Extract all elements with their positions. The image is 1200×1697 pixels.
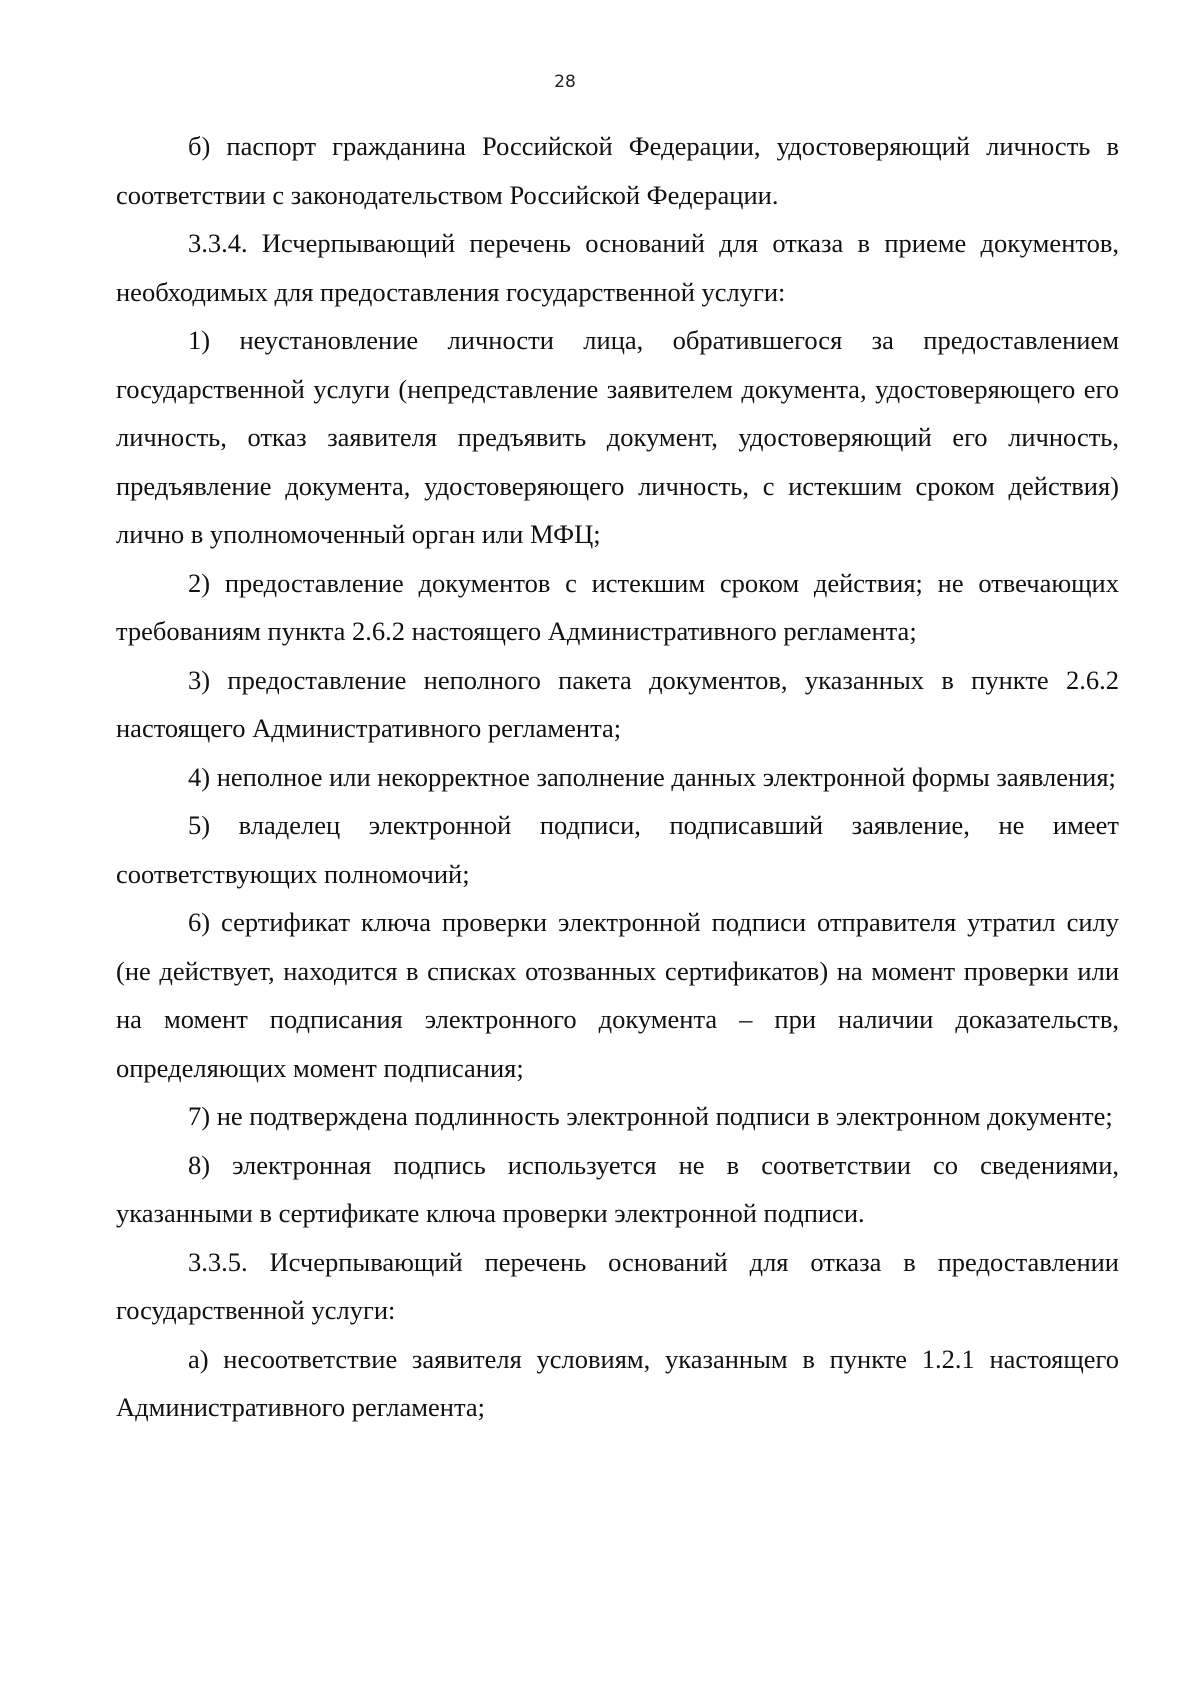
paragraph-item-1: 1) неустановление личности лица, обратившегося за предоставлением государственной услуги (непредставление заявителем документа, удостоверяющего его личность, отказ заявителя предъявить документ, удостоверяющий его личность, предъявление документа, удостоверяющего личность, с истекшим сроком действия) лично в уполномоченный орган или МФЦ; (116, 325, 1119, 549)
paragraph-item-a: а) несоответствие заявителя условиям, указанным в пункте 1.2.1 настоящего Административного регламента; (116, 1343, 1119, 1422)
paragraph-item-7: 7) не подтверждена подлинность электронной подписи в электронном документе; (188, 1101, 1113, 1131)
paragraph-item-4: 4) неполное или некорректное заполнение данных электронной формы заявления; (188, 761, 1116, 792)
paragraph-passport: б) паспорт гражданина Российской Федерации, удостоверяющий личность в соответствии с законодательством Российской Федерации. (116, 131, 1119, 210)
paragraph-item-6: 6) сертификат ключа проверки электронной подписи отправителя утратил силу (не действует, находится в списках отозванных сертификатов) на момент проверки или на момент подписания электронного документа – при наличии доказательств, определяющих момент подписания; (116, 907, 1119, 1083)
page-number: 28 (554, 72, 576, 92)
paragraph-3-3-5-heading: 3.3.5. Исчерпывающий перечень оснований для отказа в предоставлении государственной услуги: (116, 1246, 1119, 1325)
paragraph-item-5: 5) владелец электронной подписи, подписавший заявление, не имеет соответствующих полномочий; (116, 810, 1119, 889)
document-body (116, 122, 1119, 1432)
paragraph-item-2: 2) предоставление документов с истекшим сроком действия; не отвечающих требованиям пункта 2.6.2 настоящего Административного регламента; (116, 567, 1119, 646)
paragraph-item-8: 8) электронная подпись используется не в соответствии со сведениями, указанными в сертификате ключа проверки электронной подписи. (116, 1149, 1119, 1228)
paragraph-item-3: 3) предоставление неполного пакета документов, указанных в пункте 2.6.2 настоящего Административного регламента; (116, 664, 1119, 743)
paragraph-3-3-4-heading: 3.3.4. Исчерпывающий перечень оснований для отказа в приеме документов, необходимых для предоставления государственной услуги: (116, 228, 1119, 307)
